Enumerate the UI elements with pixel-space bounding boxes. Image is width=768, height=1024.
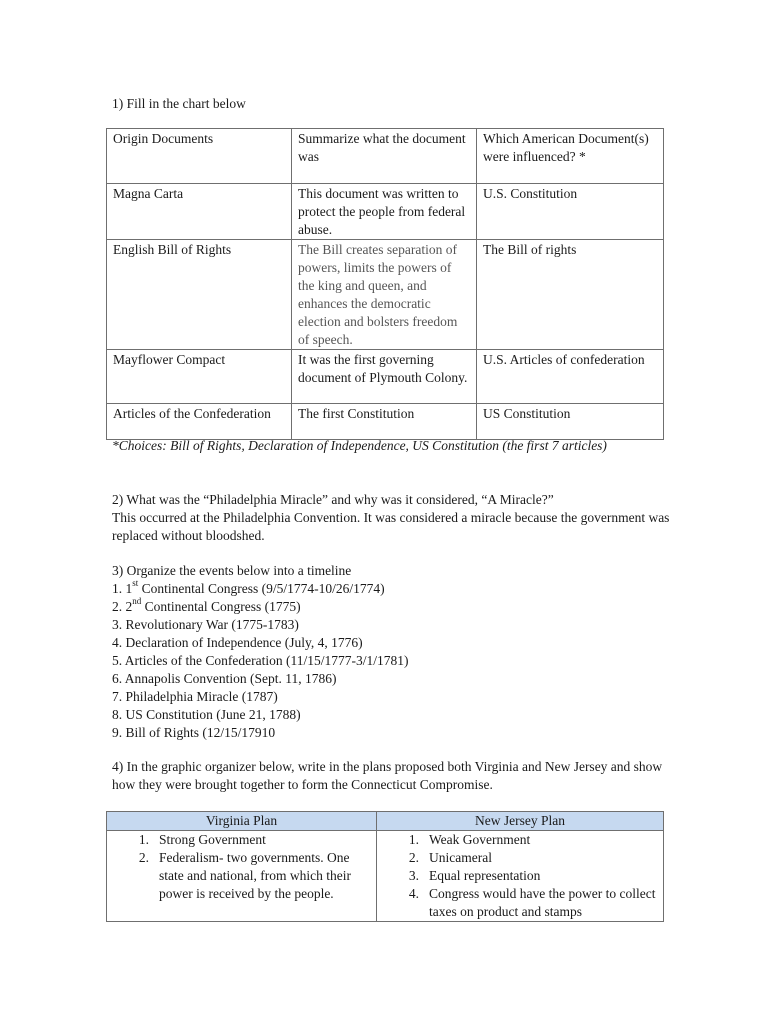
new-jersey-plan-item: 4. Congress would have the power to collect taxes on product and stamps xyxy=(408,886,656,919)
timeline-item: 6. Annapolis Convention (Sept. 11, 1786) xyxy=(112,671,337,686)
origin-documents-chart xyxy=(106,128,664,440)
chart-cell-influenced: U.S. Constitution xyxy=(477,184,664,240)
chart-header-influenced: Which American Document(s) were influenced? * xyxy=(477,129,664,184)
chart-cell-origin: Mayflower Compact xyxy=(107,350,292,404)
virginia-plan-item: 2. Federalism- two governments. One state and national, from which their power is received by the people. xyxy=(138,850,351,901)
new-jersey-plan-item: 3. Equal representation xyxy=(408,868,541,883)
chart-cell-summary: The Bill creates separation of powers, limits the powers of the king and queen, and enhances the democratic election and bolsters freedom of speech. xyxy=(292,240,477,350)
virginia-plan-cell xyxy=(107,831,377,922)
new-jersey-plan-item: 2. Unicameral xyxy=(408,850,492,865)
timeline-item: 2. 2nd Continental Congress (1775) xyxy=(112,595,301,614)
chart-header-summary: Summarize what the document was xyxy=(292,129,477,184)
chart-cell-influenced: U.S. Articles of confederation xyxy=(477,350,664,404)
chart-row xyxy=(107,350,664,404)
q2-section xyxy=(112,491,672,545)
timeline-item: 4. Declaration of Independence (July, 4, 1776) xyxy=(112,635,363,650)
virginia-plan-item: 1. Strong Government xyxy=(138,832,266,847)
chart-row xyxy=(107,240,664,350)
q3-prompt: 3) Organize the events below into a timeline xyxy=(112,563,352,578)
timeline-item: 1. 1st Continental Congress (9/5/1774-10/26/1774) xyxy=(112,577,385,596)
timeline-item: 5. Articles of the Confederation (11/15/1777-3/1/1781) xyxy=(112,653,409,668)
virginia-plan-title: Virginia Plan xyxy=(107,812,377,831)
chart-cell-summary: The first Constitution xyxy=(292,404,477,440)
timeline-item: 3. Revolutionary War (1775-1783) xyxy=(112,617,299,632)
timeline-item: 9. Bill of Rights (12/15/17910 xyxy=(112,725,276,740)
timeline-item: 7. Philadelphia Miracle (1787) xyxy=(112,689,278,704)
q2-answer: This occurred at the Philadelphia Convention. It was considered a miracle because the government was replaced without bloodshed. xyxy=(112,510,670,543)
plans-organizer xyxy=(106,811,664,922)
chart-row xyxy=(107,184,664,240)
chart-header-origin: Origin Documents xyxy=(107,129,292,184)
q2-prompt: 2) What was the “Philadelphia Miracle” and why was it considered, “A Miracle?” xyxy=(112,492,554,507)
q4-prompt: 4) In the graphic organizer below, write in the plans proposed both Virginia and New Jersey and show how they were brought together to form the Connecticut Compromise. xyxy=(112,759,663,792)
new-jersey-plan-title: New Jersey Plan xyxy=(377,812,664,831)
chart-cell-influenced: US Constitution xyxy=(477,404,664,440)
q3-section xyxy=(112,562,672,742)
plans-header-row xyxy=(107,812,664,831)
new-jersey-plan-cell xyxy=(377,831,664,922)
chart-cell-origin: Magna Carta xyxy=(107,184,292,240)
chart-row xyxy=(107,404,664,440)
chart-header-row xyxy=(107,129,664,184)
chart-cell-summary: It was the first governing document of Plymouth Colony. xyxy=(292,350,477,404)
new-jersey-plan-item: 1. Weak Government xyxy=(408,832,531,847)
chart-cell-summary: This document was written to protect the people from federal abuse. xyxy=(292,184,477,240)
chart-cell-origin: Articles of the Confederation xyxy=(107,404,292,440)
q1-prompt: 1) Fill in the chart below xyxy=(112,96,246,111)
chart-choices-note: *Choices: Bill of Rights, Declaration of Independence, US Constitution (the first 7 articles) xyxy=(112,438,607,453)
chart-cell-origin: English Bill of Rights xyxy=(107,240,292,350)
plans-body-row xyxy=(107,831,664,922)
timeline-item: 8. US Constitution (June 21, 1788) xyxy=(112,707,301,722)
chart-cell-influenced: The Bill of rights xyxy=(477,240,664,350)
